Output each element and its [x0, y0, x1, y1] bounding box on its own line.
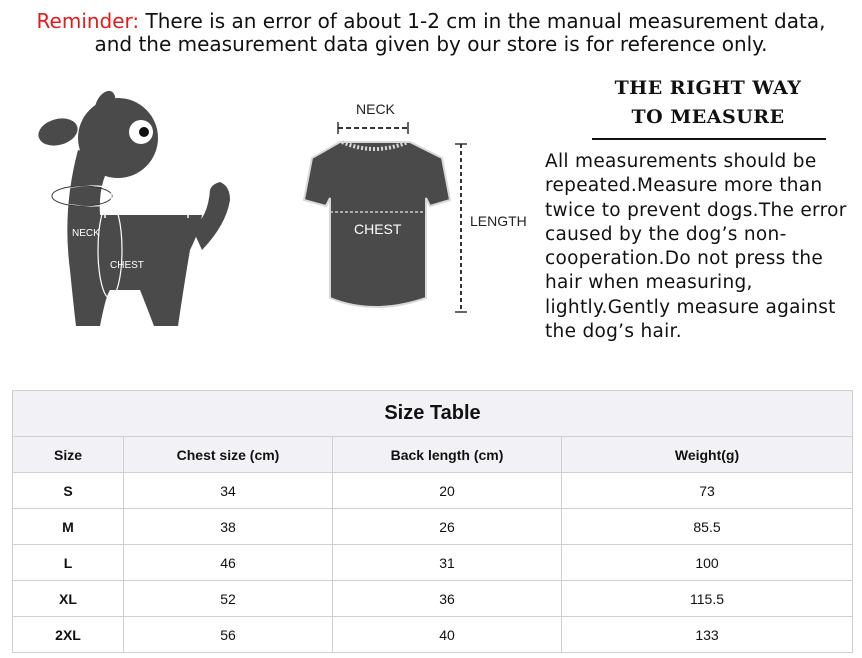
back-length-cell: 40 [333, 617, 562, 653]
back-length-cell: 31 [333, 545, 562, 581]
weight-cell: 100 [562, 545, 853, 581]
weight-cell: 133 [562, 617, 853, 653]
size-cell: S [13, 473, 124, 509]
chest-cell: 56 [124, 617, 333, 653]
dog-ear-back [35, 114, 80, 149]
dog-neck-label: NECK [72, 228, 100, 239]
reminder-notice [0, 10, 862, 56]
back-length-cell: 20 [333, 473, 562, 509]
dog-chest-label: CHEST [110, 260, 144, 271]
column-header-weight: Weight(g) [562, 437, 853, 473]
table-row [13, 581, 853, 617]
size-table-header-row [13, 437, 853, 473]
weight-cell: 73 [562, 473, 853, 509]
measure-guide-divider [592, 138, 826, 140]
measure-guide-title-line-1: THE RIGHT WAY [614, 77, 802, 99]
dog-length-label: LENGTH [110, 192, 151, 203]
measure-guide-text [545, 150, 860, 344]
table-row [13, 473, 853, 509]
size-cell: 2XL [13, 617, 124, 653]
dog-measurement-illustration [30, 90, 245, 340]
size-table-title: Size Table [12, 390, 853, 436]
weight-cell: 85.5 [562, 509, 853, 545]
dog-eye-pupil [139, 127, 149, 137]
weight-cell: 115.5 [562, 581, 853, 617]
size-table [12, 390, 853, 653]
back-length-cell: 26 [333, 509, 562, 545]
column-header-back-length: Back length (cm) [333, 437, 562, 473]
shirt-measurement-illustration [292, 98, 532, 323]
shirt-length-label: LENGTH [470, 213, 527, 229]
size-cell: L [13, 545, 124, 581]
size-cell: XL [13, 581, 124, 617]
reminder-text-1: There is an error of about 1-2 cm in the manual measurement data, [145, 9, 826, 33]
measure-guide-title-line-2: TO MEASURE [631, 106, 785, 128]
chest-cell: 52 [124, 581, 333, 617]
reminder-label: Reminder: [36, 9, 140, 33]
table-row [13, 545, 853, 581]
shirt-neck-label: NECK [356, 101, 395, 117]
chest-cell: 38 [124, 509, 333, 545]
column-header-chest: Chest size (cm) [124, 437, 333, 473]
reminder-text-2: and the measurement data given by our store is for reference only. [94, 32, 768, 56]
reminder-line-1 [0, 10, 862, 33]
column-header-size: Size [13, 437, 124, 473]
chest-cell: 46 [124, 545, 333, 581]
back-length-cell: 36 [333, 581, 562, 617]
measure-guide-title [590, 74, 826, 132]
table-row [13, 509, 853, 545]
size-cell: M [13, 509, 124, 545]
shirt-chest-label: CHEST [354, 221, 402, 237]
chest-cell: 34 [124, 473, 333, 509]
table-row [13, 617, 853, 653]
measure-guide-paragraph: All measurements should be repeated.Measure more than twice to prevent dogs.The error caused by the dog’s non-cooperation.Do not press the hair when measuring, lightly.Gently measure against the dog’s hair. [545, 151, 847, 343]
